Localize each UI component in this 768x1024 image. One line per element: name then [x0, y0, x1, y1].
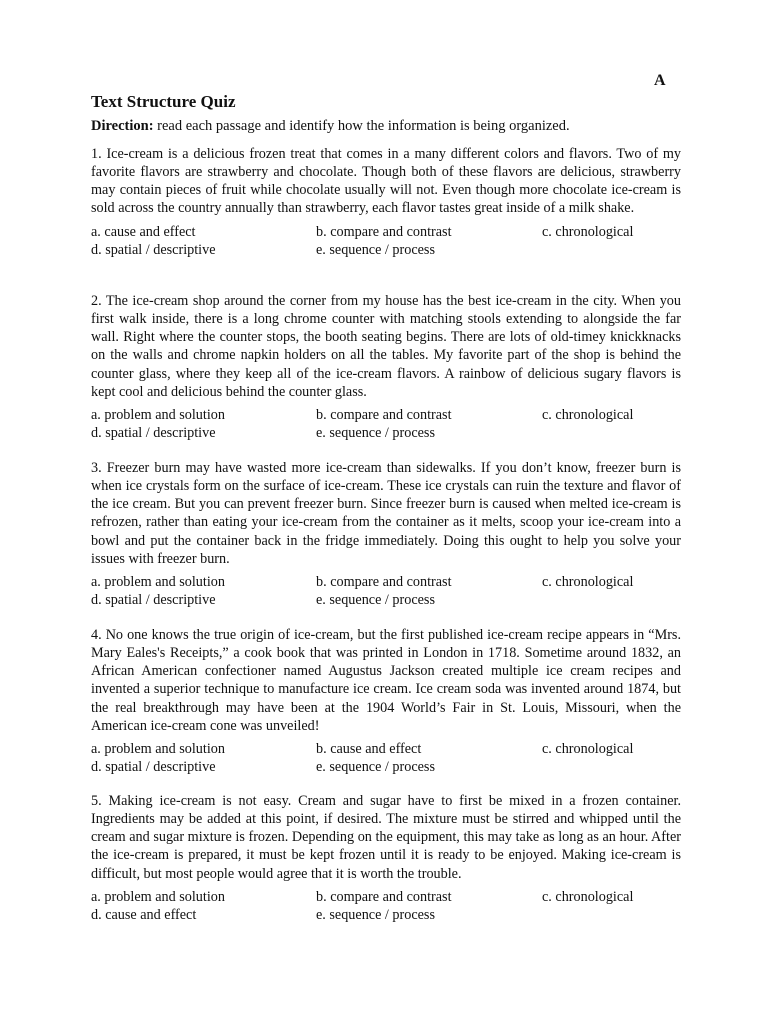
choice-d[interactable]: d. spatial / descriptive: [91, 591, 216, 608]
direction-label: Direction:: [91, 118, 154, 134]
answer-choices: [91, 888, 681, 928]
passage-text: 5. Making ice-cream is not easy. Cream and sugar have to first be mixed in a frozen container. Ingredients may be added at this point, if desired. The mixture must be stirred and whipped until the cream and sugar mixture is frozen. Depending on the equipment, this may take as long as an hour. After the ice-cream is prepared, it must be kept frozen until it is ready to be enjoyed. Making ice-cream is difficult, but most people would agree that it is worth the trouble.: [91, 793, 681, 882]
direction-text: read each passage and identify how the information is being organized.: [153, 118, 570, 134]
passage-text: 2. The ice-cream shop around the corner from my house has the best ice-cream in the city. When you first walk inside, there is a long chrome counter with matching stools extending to alongside the far wall. Right where the counter stops, the booth seating begins. There are lots of old-timey knickknacks on the walls and chrome napkin holders on all the tables. My favorite part of the shop is behind the counter glass, where they keep all of the ice-cream flavors. A rainbow of delicious sugary flavors is kept cool and delicious behind the counter glass.: [91, 293, 681, 400]
passage-text: 4. No one knows the true origin of ice-cream, but the first published ice-cream recipe appears in “Mrs. Mary Eales's Receipts,” a cook book that was printed in London in 1718. Sometime around 1832, an African American confectioner named Augustus Jackson created multiple ice cream recipes and invented a superior technique to manufacture ice cream. Ice cream soda was invented around 1874, but the real breakthrough may have been at the 1904 World’s Fair in St. Louis, Missouri, when the American ice-cream cone was unveiled!: [91, 627, 681, 734]
choice-c[interactable]: c. chronological: [542, 573, 634, 590]
choice-a[interactable]: a. cause and effect: [91, 223, 196, 240]
directions: [91, 118, 570, 135]
choice-e[interactable]: e. sequence / process: [316, 424, 435, 441]
choice-a[interactable]: a. problem and solution: [91, 573, 225, 590]
choice-d[interactable]: d. spatial / descriptive: [91, 424, 216, 441]
passage-text: 1. Ice-cream is a delicious frozen treat that comes in a many different colors and flavors. Two of my favorite flavors are strawberry and chocolate. Though both of these flavors are delicious, strawberry may contain pieces of fruit while chocolate usually will not. Even though more chocolate ice-cream is sold across the country annually than strawberry, each flavor tastes great inside of a milk shake.: [91, 146, 681, 217]
answer-choices: [91, 573, 681, 613]
question-2: [91, 292, 681, 446]
answer-choices: [91, 223, 681, 263]
question-5: [91, 792, 681, 928]
answer-choices: [91, 740, 681, 780]
answer-choices: [91, 406, 681, 446]
passage-text: 3. Freezer burn may have wasted more ice-cream than sidewalks. If you don’t know, freezer burn is when ice crystals form on the surface of ice-cream. These ice crystals can ruin the texture and flavor of the ice cream. But you can prevent freezer burn. Since freezer burn is caused when melted ice-cream is refrozen, rather than eating your ice-cream from the container as it melts, scoop your ice-cream into a bowl and put the container back in the fridge immediately. Doing this ought to help you solve your issues with freezer burn.: [91, 460, 681, 567]
choice-e[interactable]: e. sequence / process: [316, 591, 435, 608]
choice-e[interactable]: e. sequence / process: [316, 758, 435, 775]
choice-c[interactable]: c. chronological: [542, 223, 634, 240]
choice-a[interactable]: a. problem and solution: [91, 888, 225, 905]
choice-a[interactable]: a. problem and solution: [91, 740, 225, 757]
choice-d[interactable]: d. cause and effect: [91, 906, 197, 923]
version-letter: A: [654, 72, 666, 89]
choice-e[interactable]: e. sequence / process: [316, 241, 435, 258]
choice-d[interactable]: d. spatial / descriptive: [91, 241, 216, 258]
choice-b[interactable]: b. compare and contrast: [316, 406, 452, 423]
choice-c[interactable]: c. chronological: [542, 740, 634, 757]
question-3: [91, 459, 681, 613]
choice-b[interactable]: b. compare and contrast: [316, 573, 452, 590]
question-1: [91, 145, 681, 263]
choice-d[interactable]: d. spatial / descriptive: [91, 758, 216, 775]
choice-b[interactable]: b. compare and contrast: [316, 223, 452, 240]
choice-c[interactable]: c. chronological: [542, 888, 634, 905]
choice-a[interactable]: a. problem and solution: [91, 406, 225, 423]
page-title: Text Structure Quiz: [91, 92, 236, 111]
question-4: [91, 626, 681, 780]
choice-b[interactable]: b. compare and contrast: [316, 888, 452, 905]
choice-b[interactable]: b. cause and effect: [316, 740, 422, 757]
choice-e[interactable]: e. sequence / process: [316, 906, 435, 923]
choice-c[interactable]: c. chronological: [542, 406, 634, 423]
